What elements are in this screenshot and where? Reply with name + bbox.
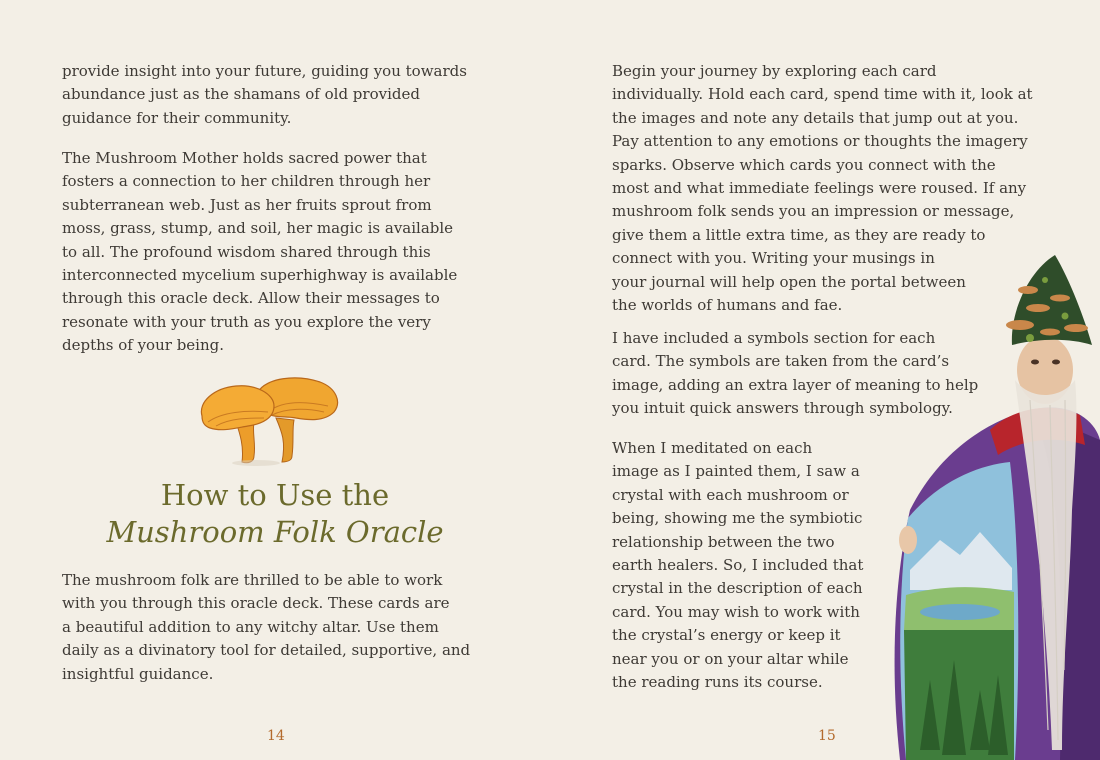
page-number-right: 15 [818,728,836,744]
left-paragraph-3: The mushroom folk are thrilled to be able to work with you through this oracle deck. These cards are a beautiful addition to any witchy altar. Use them daily as a divinatory tool for detailed, supportive, and insightful guidance. [62,571,471,683]
page-number-left: 14 [267,728,285,744]
mushroom-folk-wizard-illustration [880,250,1100,760]
right-paragraph-1: Begin your journey by exploring each card individually. Hold each card, spend time with it, look at the images and note any details that jump out at you. Pay attention to any emotions or thoughts the imagery sparks. Observe which cards you connect with the most and what immediate feelings were roused. If any mushroom folk sends you an impression or message, give them a little extra time, as they are ready to connect with you. Writing your musings in your journal will help open the portal between the worlds of humans and fae. [612,62,1033,315]
section-heading-line-2: Mushroom Folk Oracle [106,515,444,549]
left-paragraph-2: The Mushroom Mother holds sacred power that fosters a connection to her children through her subterranean web. Just as her fruits sprout from moss, grass, stump, and soil, her magic is available to all. The profound wisdom shared through this interconnected mycelium superhighway is available through this oracle deck. Allow their messages to resonate with your truth as you explore the very depths of your being. [62,149,458,355]
chanterelle-mushroom-illustration [196,372,341,467]
right-paragraph-3: When I meditated on each image as I painted them, I saw a crystal with each mushroom or being, showing me the symbiotic relationship between the two earth healers. So, I included that crystal in the description of each card. You may wish to work with the crystal’s energy or keep it near you or on your altar while the reading runs its course. [612,439,864,692]
section-heading [0,477,550,551]
left-paragraph-1: provide insight into your future, guiding you towards abundance just as the shamans of old provided guidance for their community. [62,62,467,127]
right-paragraph-2: I have included a symbols section for each card. The symbols are taken from the card’s image, adding an extra layer of meaning to help you intuit quick answers through symbology. [612,329,979,418]
section-heading-line-1: How to Use the [160,478,390,512]
